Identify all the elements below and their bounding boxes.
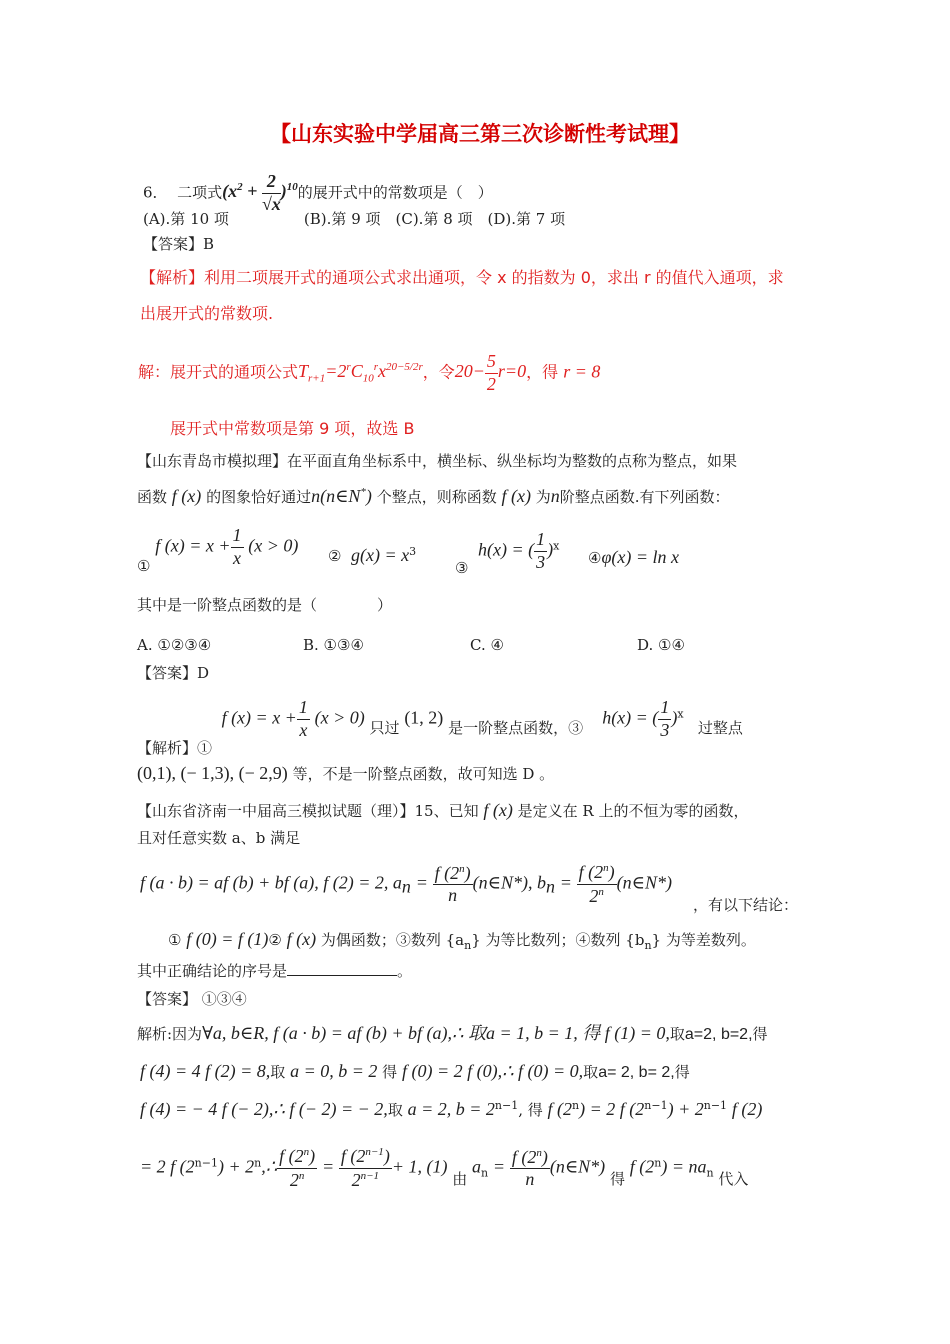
qd-function-2: ② $g(x) = x^3$: [328, 545, 417, 565]
qd-analysis-line1: 【解析】① f (x) = x + $\frac{1}{x}$ (x > 0) 只过 (1, 2) 是一阶整点函数，③ h(x) = ( $\frac{1}{3}$ )$^x$ 过整点: [137, 697, 743, 758]
q6-number: 6．: [143, 183, 168, 202]
q15-solution-line4: = 2 f $(2^{n-1})$ + $2^n,\therefore$ $\frac{f (2^n)}{2^n}$ = $\frac{f (2^{n-1})}{2^{n-1}}$ + 1, (1) 由 $a_n$ = $\frac{f (2^n)}{n}$ (n∈N*) 得 f $(2^n) = na_n$ 代入: [140, 1146, 749, 1190]
qd-analysis-line2: (0,1), (− 1,3), (− 2,9) 等，不是一阶整点函数，故可知选 D 。: [137, 763, 555, 783]
q6-analysis-line2: 出展开式的常数项.: [140, 304, 274, 323]
q15-statements: ① f (0) = f (1)② f (x) 为偶函数；③数列 $\{a_n\}$ 为等比数列；④数列 $\{b_n\}$ 为等差数列。: [168, 929, 756, 952]
qd-stem-line1: 【山东青岛市模拟理】在平面直角坐标系中，横坐标、纵坐标均为整数的点称为整点，如果: [137, 452, 738, 470]
qd-option-b: B. ①③④: [303, 636, 364, 654]
q6-analysis-line1: 【解析】利用二项展开式的通项公式求出通项，令 x 的指数为 0，求出 r 的值代入通项，求: [140, 268, 784, 287]
q6-options: (A).第 10 项 (B).第 9 项 (C).第 8 项 (D).第 7 项: [143, 210, 566, 228]
q15-solution-line2: f (4) = 4 f (2) = 8,取 a = 0, b = 2 得 f (0) = 2 f (0),∴ f (0) = 0,取a= 2, b= 2,得: [140, 1061, 690, 1081]
qd-option-a: A. ①②③④: [137, 636, 212, 654]
qd-option-c: C. ④: [470, 636, 504, 654]
q15-solution-line1: 解析:因为∀a, b∈R, f (a · b) = af (b) + bf (a),∴ 取a = 1, b = 1, 得 f (1) = 0,取a=2, b=2,得: [137, 1023, 768, 1043]
q15-solution-line3: f (4) = − 4 f (− 2),∴ f (− 2) = − 2,取 a = 2, $b = 2^{n-1}$, 得 f $(2^n) = 2$ f $(2^{n-1}) + 2^{n-1}$ f (2): [140, 1099, 763, 1119]
q15-stem-line2: 且对任意实数 a、b 满足: [137, 829, 301, 847]
qd-function-1: ① f (x) = x + $\frac{1}{x}$ (x > 0): [137, 525, 299, 576]
q6-solution: 解：展开式的通项公式$T_{r+1}=2^rC_{10}^rx^{20-5/2r}$，令20− $\frac{5}{2}$ r=0，得 r = 8: [138, 351, 601, 394]
qd-stem-line2: 函数 f (x) 的图象恰好通过n(n∈N*) 个整点，则称函数 f (x) 为n阶整点函数.有下列函数：: [137, 486, 730, 506]
q6-stem: [143, 172, 493, 215]
q15-answer: 【答案】 ①③④: [137, 990, 247, 1008]
qd-function-4: ④φ(x) = ln x: [588, 547, 680, 567]
q6-binomial: ($x^2$ + $\frac{2}{√x}$ )$^{10}$: [222, 171, 298, 214]
page-title: 【山东实验中学届高三第三次诊断性考试理】: [270, 122, 690, 146]
q15-blank-line: 其中正确结论的序号是 。: [137, 962, 413, 980]
answer-blank: [287, 975, 397, 976]
q15-stem-line1: 【山东省济南一中届高三模拟试题（理）】15、已知 f (x) 是定义在 R 上的不恒为零的函数，: [137, 800, 749, 820]
qd-function-3: ③ h(x) = ( $\frac{1}{3}$ )$^x$: [455, 529, 560, 578]
q6-answer: 【答案】B: [143, 235, 215, 253]
q15-condition-tail: ，有以下结论：: [693, 896, 799, 914]
q6-suffix: 的展开式中的常数项是（ ）: [297, 183, 493, 202]
qd-answer: 【答案】D: [137, 664, 210, 682]
q15-condition: f (a · b) = af (b) + bf (a), f (2) = 2, $a_n$ = $\frac{f (2^n)}{n}$ (n∈N*), $b_n$ = $\frac{f (2^n)}{2^n}$ (n∈N*): [140, 862, 672, 906]
q6-conclusion: 展开式中常数项是第 9 项，故选 B: [170, 419, 415, 438]
qd-option-d: D. ①④: [637, 636, 685, 654]
qd-question: 其中是一阶整点函数的是（ ）: [137, 596, 393, 614]
q6-prefix: 二项式: [177, 183, 223, 202]
